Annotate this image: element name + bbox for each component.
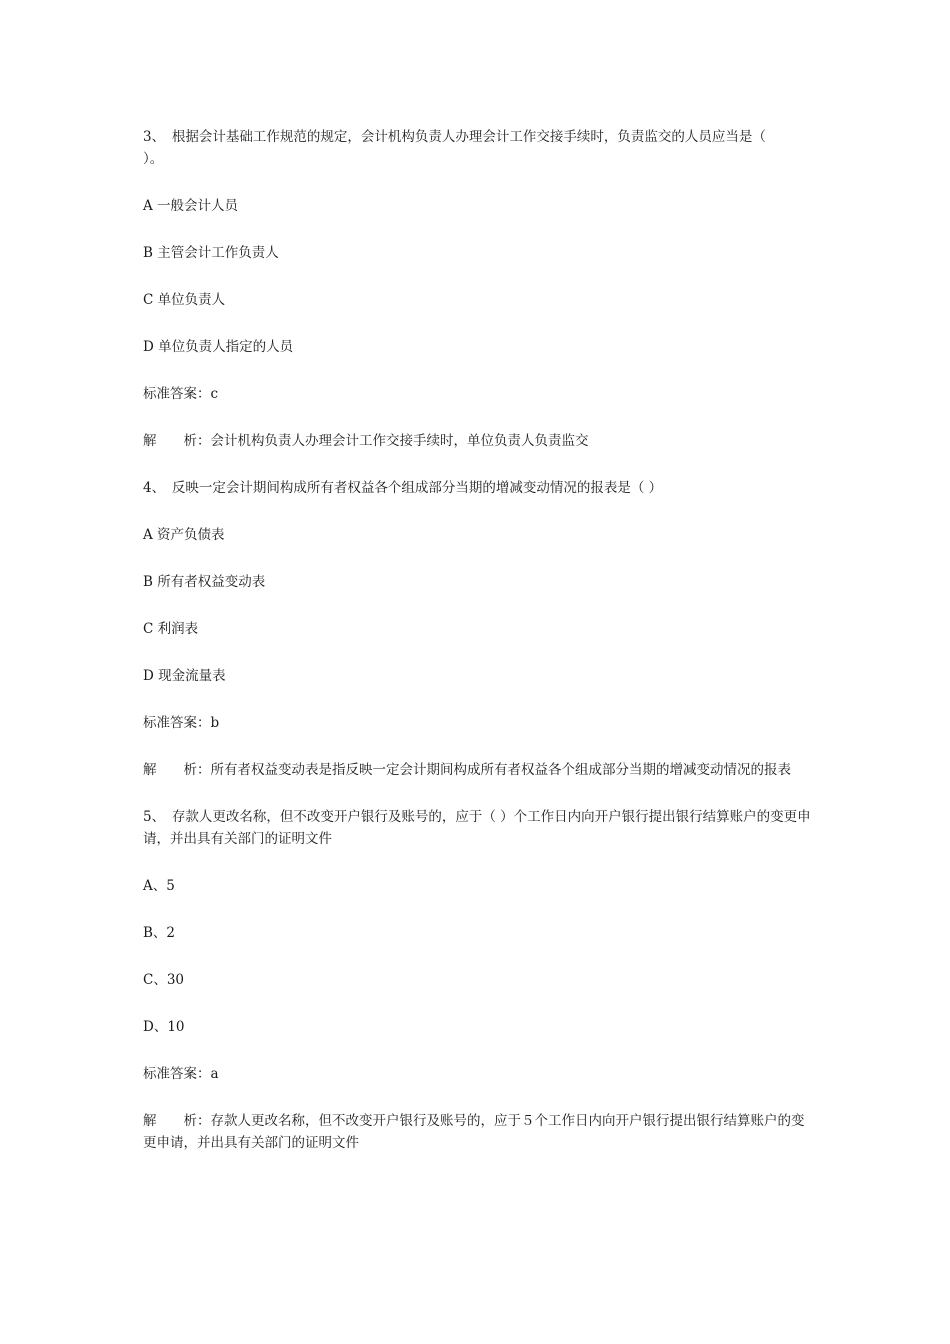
- explanation-text: 所有者权益变动表是指反映一定会计期间构成所有者权益各个组成部分当期的增减变动情况的报表: [210, 762, 791, 778]
- explanation-text: 会计机构负责人办理会计工作交接手续时，单位负责人负责监交: [210, 433, 589, 449]
- option-b: B 所有者权益变动表: [143, 574, 266, 590]
- question-stem: 3、 根据会计基础工作规范的规定，会计机构负责人办理会计工作交接手续时，负责监交的人员应当是（ ）。: [143, 129, 793, 167]
- question-4: [143, 477, 811, 781]
- explanation: [143, 759, 811, 781]
- option-b: B 主管会计工作负责人: [143, 245, 279, 261]
- document-page: [143, 126, 811, 1179]
- explanation: [143, 1110, 811, 1154]
- option-b: B、2: [143, 925, 176, 941]
- option-c: C 单位负责人: [143, 292, 226, 308]
- explanation: [143, 430, 811, 452]
- standard-answer: 标准答案：c: [143, 386, 219, 402]
- option-d: D、10: [143, 1019, 185, 1035]
- standard-answer: 标准答案：b: [143, 715, 220, 731]
- question-3: [143, 126, 811, 452]
- option-a: A 一般会计人员: [143, 198, 239, 214]
- explanation-label: 解 析：: [143, 433, 211, 449]
- option-c: C、30: [143, 972, 185, 988]
- explanation-label: 解 析：: [143, 1113, 211, 1129]
- question-5: [143, 806, 811, 1154]
- question-stem: 5、 存款人更改名称，但不改变开户银行及账号的，应于（ ）个工作日内向开户银行提出银行结算账户的变更申请，并出具有关部门的证明文件: [143, 809, 811, 847]
- question-stem: 4、 反映一定会计期间构成所有者权益各个组成部分当期的增减变动情况的报表是（ ）: [143, 480, 663, 496]
- option-a: A 资产负债表: [143, 527, 225, 543]
- standard-answer: 标准答案：a: [143, 1066, 219, 1082]
- option-d: D 单位负责人指定的人员: [143, 339, 294, 355]
- option-a: A、5: [143, 878, 175, 894]
- option-c: C 利润表: [143, 621, 199, 637]
- explanation-label: 解 析：: [143, 762, 211, 778]
- explanation-text: 存款人更改名称，但不改变开户银行及账号的，应于５个工作日内向开户银行提出银行结算账户的变更申请，并出具有关部门的证明文件: [143, 1113, 805, 1151]
- option-d: D 现金流量表: [143, 668, 226, 684]
